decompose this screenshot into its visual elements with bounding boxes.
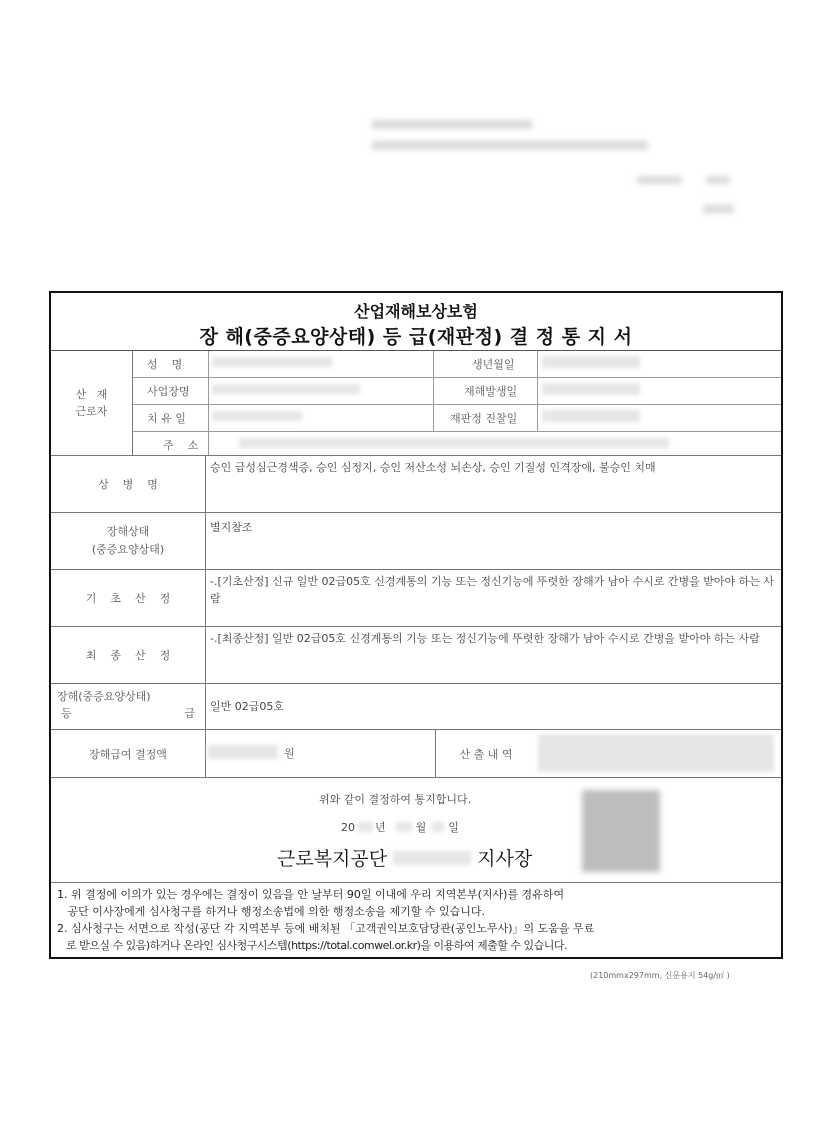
redacted-header-line-1: [372, 120, 532, 129]
accident-label: 재해발생일: [434, 378, 538, 404]
grade-row: [51, 684, 781, 730]
decision-notice-form: [49, 291, 783, 959]
state-label-line2: (중증요양상태): [91, 543, 165, 556]
redacted-day: [432, 822, 444, 832]
redacted-birth: [542, 356, 640, 368]
date-year-unit: 년: [375, 821, 386, 834]
issuer-title: 지사장: [477, 848, 533, 870]
note-line: 로 받으실 수 있음)하거나 온라인 심사청구시스템(https://total.comwel.or.kr)을 이용하여 제출할 수 있습니다.: [57, 939, 568, 952]
grade-label-line1: 장해(중증요양상태): [57, 690, 151, 703]
issuer-org: 근로복지공단: [277, 848, 388, 870]
cure-value: [209, 405, 434, 431]
redacted-header-line-5: [703, 205, 734, 213]
amount-unit: 원: [284, 747, 295, 760]
redacted-year: [357, 822, 373, 832]
base-calc-row: [51, 570, 781, 627]
redacted-company: [212, 384, 360, 394]
grade-label-deung: 등: [61, 707, 72, 720]
state-row: [51, 513, 781, 570]
note-line: 2. 심사청구는 서면으로 작성(공단 각 지역본부 등에 배치된 「고객권익보호담당관(공인노무사)」의 도움을 무료: [57, 922, 595, 935]
paper-spec: (210mmx297mm, 신문용지 54g/㎡ ): [590, 971, 730, 980]
notes-block: [51, 883, 781, 957]
accident-value: [538, 378, 781, 404]
grade-value: 일반 02급05호: [210, 700, 284, 713]
worker-row-name: [133, 351, 781, 378]
note-line: 1. 위 결정에 이의가 있는 경우에는 결정이 있음을 안 날부터 90일 이내에 우리 지역본부(지사)를 경유하여: [57, 888, 565, 901]
name-value: [209, 351, 434, 377]
issuer: [277, 844, 532, 871]
state-label: [51, 513, 206, 569]
state-value: 별지참조: [210, 521, 253, 534]
company-value: [209, 378, 434, 404]
grade-label-line2: [57, 705, 199, 722]
redacted-name: [212, 357, 332, 367]
disease-row: [51, 456, 781, 513]
date-day-unit: 일: [448, 821, 459, 834]
disease-label: 상 병 명: [51, 456, 206, 512]
base-calc-value: -.[기초산정] 신규 일반 02급05호 신경계통의 기능 또는 정신기능에 뚜렷한 장해가 남아 수시로 간병을 받아야 하는 사람: [210, 575, 775, 605]
worker-row-company: [133, 378, 781, 405]
redacted-cure-date: [212, 411, 302, 421]
worker-group-label-line1: 산 재: [75, 388, 108, 401]
worker-group-label: [51, 351, 133, 455]
redacted-detail: [538, 734, 774, 772]
worker-info-grid: [133, 351, 781, 455]
decision-footer: [51, 778, 781, 883]
amount-row: [51, 730, 781, 778]
official-seal: [582, 790, 660, 872]
final-calc-value: -.[최종산정] 일반 02급05호 신경계통의 기능 또는 정신기능에 뚜렷한 장해가 남아 수시로 간병을 받아야 하는 사람: [210, 632, 760, 645]
grade-label-geup: 급: [184, 707, 195, 720]
worker-info-block: [51, 351, 781, 456]
worker-row-address: [133, 432, 781, 455]
redacted-header-line-3: [637, 176, 682, 184]
detail-label: 산 출 내 역: [459, 747, 513, 761]
disease-value: 승인 급성심근경색증, 승인 심정지, 승인 저산소성 뇌손상, 승인 기질성 인격장애, 불승인 치매: [210, 461, 656, 474]
grade-label: [51, 684, 206, 729]
decision-date: [341, 819, 459, 835]
date-month-unit: 월: [415, 821, 427, 834]
worker-group-label-line2: 근로자: [75, 405, 108, 418]
decision-statement: 위와 같이 결정하여 통지합니다.: [319, 793, 472, 806]
birth-value: [538, 351, 781, 377]
redacted-accident-date: [542, 383, 640, 395]
name-label: 성 명: [133, 351, 209, 377]
redacted-reexam-date: [542, 410, 640, 422]
amount-label: 장해급여 결정액: [51, 730, 206, 777]
birth-label: 생년월일: [434, 351, 538, 377]
base-calc-label: 기 초 산 정: [51, 570, 206, 626]
final-calc-label: 최 종 산 정: [51, 627, 206, 683]
redacted-header-line-4: [706, 176, 730, 184]
note-line: 공단 이사장에게 심사청구를 하거나 행정소송법에 의한 행정소송을 제기할 수 있습니다.: [57, 905, 485, 918]
date-year-prefix: 20: [341, 820, 355, 834]
amount-value: [206, 730, 436, 777]
cure-label: 치 유 일: [133, 405, 209, 431]
state-label-line1: 장해상태: [106, 525, 150, 538]
form-title-sub: 장 해(중증요양상태) 등 급(재판정) 결 정 통 지 서: [199, 326, 633, 348]
final-calc-row: [51, 627, 781, 684]
form-title-block: [51, 293, 781, 351]
reexam-label: 재판정 진찰일: [434, 405, 538, 431]
form-title-main: 산업재해보상보험: [354, 302, 478, 321]
reexam-value: [538, 405, 781, 431]
redacted-header-line-2: [372, 141, 648, 150]
redacted-branch: [393, 851, 471, 865]
address-label: 주 소: [133, 432, 209, 455]
company-label: 사업장명: [133, 378, 209, 404]
worker-row-cure: [133, 405, 781, 432]
address-value: [209, 432, 781, 455]
detail-value: [536, 730, 781, 777]
redacted-amount: [208, 745, 278, 759]
redacted-month: [396, 822, 412, 832]
redacted-address: [239, 438, 669, 448]
